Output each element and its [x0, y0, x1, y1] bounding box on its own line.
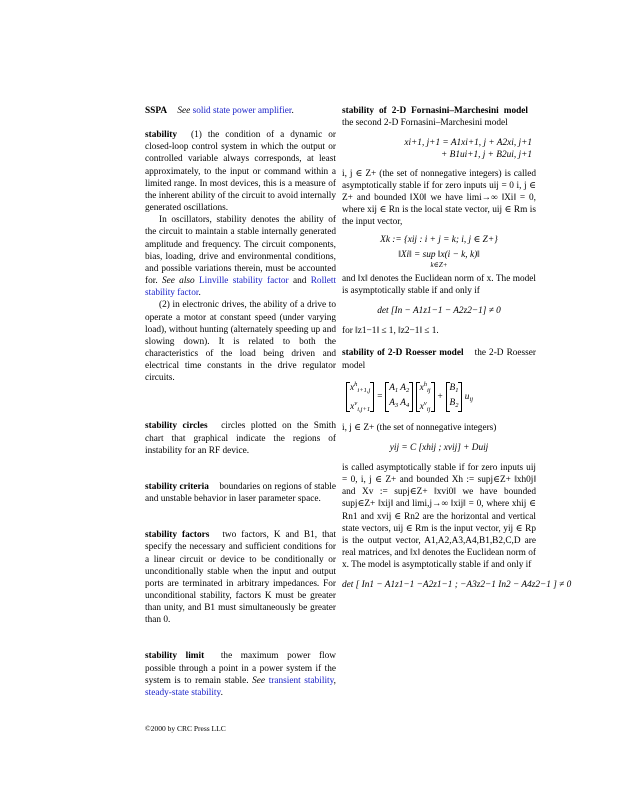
stability-def-2: (2) in electronic drives, the ability of a drive to operate a motor at constant speed (under varying load), without hunting (alternately speeding up and slowing down). It is related to both the characteristics of the load being driven and electrical time constants in the drive regulator circuits.: [145, 300, 336, 384]
bracket: [370, 382, 374, 412]
matrix-x: $x^h_{ij}$ $x^v_{ij}$: [419, 380, 431, 413]
term-fornasini-marchesini: stability of 2-D Fornasini–Marchesini model: [342, 106, 528, 116]
right-column: [342, 105, 572, 600]
stability-limit-def: the maximum power flow possible through a point in a power system if the system is to remain stable.: [145, 651, 336, 686]
term-stability: stability: [145, 130, 178, 141]
entry-stability-criteria: [145, 481, 336, 505]
roesser-state-equation: $x^h_{i+1,j}$ $x^v_{i,j+1} = A_1$ $A_2$ $A_3$ $A_4$ $x^h_{ij}$ $x^v_{ij} + B_1$ $B_2$ $u_{ij}$: [342, 378, 536, 416]
fm-para-1: i, j ∈ Z+ (the set of nonnegative integers) is called asymptotically stable if for zero inputs uij = 0 i, j ∈ Z+ and bounded ‖X0‖ we have limi→∞ ‖Xi‖ = 0, where xij ∈ Rn is the local state vector, uij ∈ Rm is the input vector,: [342, 168, 536, 228]
term-stability-factors: stability factors: [145, 530, 210, 541]
fm-equation-norm-sub: k∈Z+: [430, 260, 448, 269]
term-stability-circles: stability circles: [145, 421, 208, 432]
stability-def-1: (1) the condition of a dynamic or closed-loop control system in which the output or controlled variable always corresponds, at least approximately, to the input or command within a limited range. In most devices, this is a measure of the inherent ability of the circuit to avoid internally generated oscillations.: [145, 130, 337, 214]
roesser-para-1: i, j ∈ Z+ (the set of nonnegative integers): [342, 422, 497, 433]
link-transient-stability[interactable]: transient stability: [268, 675, 334, 686]
and-text: and: [292, 276, 307, 287]
bracket: [431, 382, 435, 412]
fm-equation-line1: xi+1, j+1 = A1xi+1, j + A2xi, j+1: [404, 138, 532, 149]
fm-equation-xk: Xk := {xij : i + j = k; i, j ∈ Z+}: [380, 235, 498, 246]
entry-stability-factors: [145, 529, 336, 626]
stability-circles-def: circles plotted on the Smith chart that graphical indicate the regions of instability for an RF device.: [145, 421, 336, 456]
link-rollett-stability-factor[interactable]: Rollett stability factor: [145, 276, 337, 299]
term-sspa: SSPA: [145, 106, 168, 116]
fm-para-3: for ‖z1−1‖ ≤ 1, ‖z2−1‖ ≤ 1.: [342, 326, 439, 337]
roesser-para-2: is called asymptotically stable if for zero inputs uij = 0, i, j ∈ Z+ and bounded Xh := supj∈Z+ ‖xh0j‖ and Xv := supj∈Z+ ‖xvi0‖ we have bounded supj∈Z+ ‖xij‖ and limi,j→∞ ‖xij‖ = 0, where xhij ∈ Rn1 and xvij ∈ Rn2 are the horizontal and vertical state vectors, uij ∈ Rm is the input vector, yij ∈ Rp is the output vector, A1,A2,A3,A4,B1,B2,C,D are real matrices, and ‖x‖ denotes the Euclidean norm of x. The model is asymptotically stable if and only if: [342, 462, 536, 571]
stability-oscillators-para: In oscillators, stability denotes the ability of the circuit to maintain a stable internally generated amplitude and frequency. The circuit components, bias, loading, drive and environmental conditions, and possible variations therein, must be accounted for. See also Linville stability factor and Rollett stability factor.: [145, 215, 337, 299]
fm-intro: the second 2-D Fornasini–Marchesini model: [342, 118, 508, 129]
copyright-footer: ©2000 by CRC Press LLC: [145, 724, 226, 733]
see-label: See: [177, 106, 191, 116]
link-solid-state-power-amplifier[interactable]: solid state power amplifier: [192, 106, 292, 116]
roesser-det-equation: det [ In1 − A1z1−1 −A2z1−1 ; −A3z2−1 In2 − A4z2−1 ] ≠ 0: [342, 580, 572, 591]
bracket: [409, 382, 413, 412]
link-steady-state-stability[interactable]: steady-state stability: [145, 687, 221, 698]
left-column: [145, 105, 336, 699]
fm-equation-det: det [In − A1z1−1 − A2z2−1] ≠ 0: [377, 306, 501, 317]
bracket: [458, 382, 462, 412]
term-stability-criteria: stability criteria: [145, 481, 209, 492]
term-stability-limit: stability limit: [145, 651, 205, 662]
fm-para-2: and ‖x‖ denotes the Euclidean norm of x. The model is asymptotically stable if and only if: [342, 273, 536, 296]
stability-oscillators-text: In oscillators, stability denotes the ability of the circuit to maintain a stable internally generated amplitude and frequency. The circuit components, bias, loading, drive and environmental conditions, and possible variations therein, must be accounted for.: [145, 215, 336, 287]
see-label: See: [252, 675, 266, 686]
matrix-b: $B_1$ $B_2$: [449, 382, 459, 409]
roesser-intro: the 2-D Roesser model: [342, 348, 536, 371]
entry-stability: [145, 129, 336, 214]
roesser-output-equation: yij = C [xhij ; xvij] + Duij: [389, 442, 489, 453]
punct: .: [291, 106, 294, 116]
fm-equation-line2: + B1ui+1, j + B2ui, j+1: [441, 150, 532, 161]
see-also-label: See also: [161, 276, 195, 287]
fm-equation-norm: ‖Xi‖ = sup ‖x(i − k, k)‖: [398, 249, 480, 260]
stability-factors-def: two factors, K and B1, that specify the necessary and sufficient conditions for a linear circuit or device to be conditionally or unconditionally stable when the input and output ports are terminated in arbitrary impedances. For unconditional stability, factors K must be greater than unity, and B1 must simultaneously be greater than 0.: [145, 530, 337, 626]
link-linville-stability-factor[interactable]: Linville stability factor: [198, 276, 289, 287]
matrix-lhs: $x^h_{i+1,j}$ $x^v_{i,j+1}$: [350, 380, 371, 413]
stability-criteria-def: boundaries on regions of stable and unstable behavior in laser parameter space.: [145, 481, 336, 505]
entry-stability-circles: [145, 420, 336, 456]
entry-roesser: [342, 347, 536, 371]
entry-stability-limit: stability limit the maximum power flow possible through a point in a power system if the system is to remain stable. See transient stability, steady-state stability.: [145, 651, 336, 698]
matrix-a: $A_1$ $A_2$ $A_3$ $A_4$: [389, 382, 410, 409]
term-roesser: stability of 2-D Roesser model: [342, 348, 464, 359]
entry-sspa: [145, 105, 336, 117]
entry-fornasini-marchesini: [342, 105, 536, 129]
